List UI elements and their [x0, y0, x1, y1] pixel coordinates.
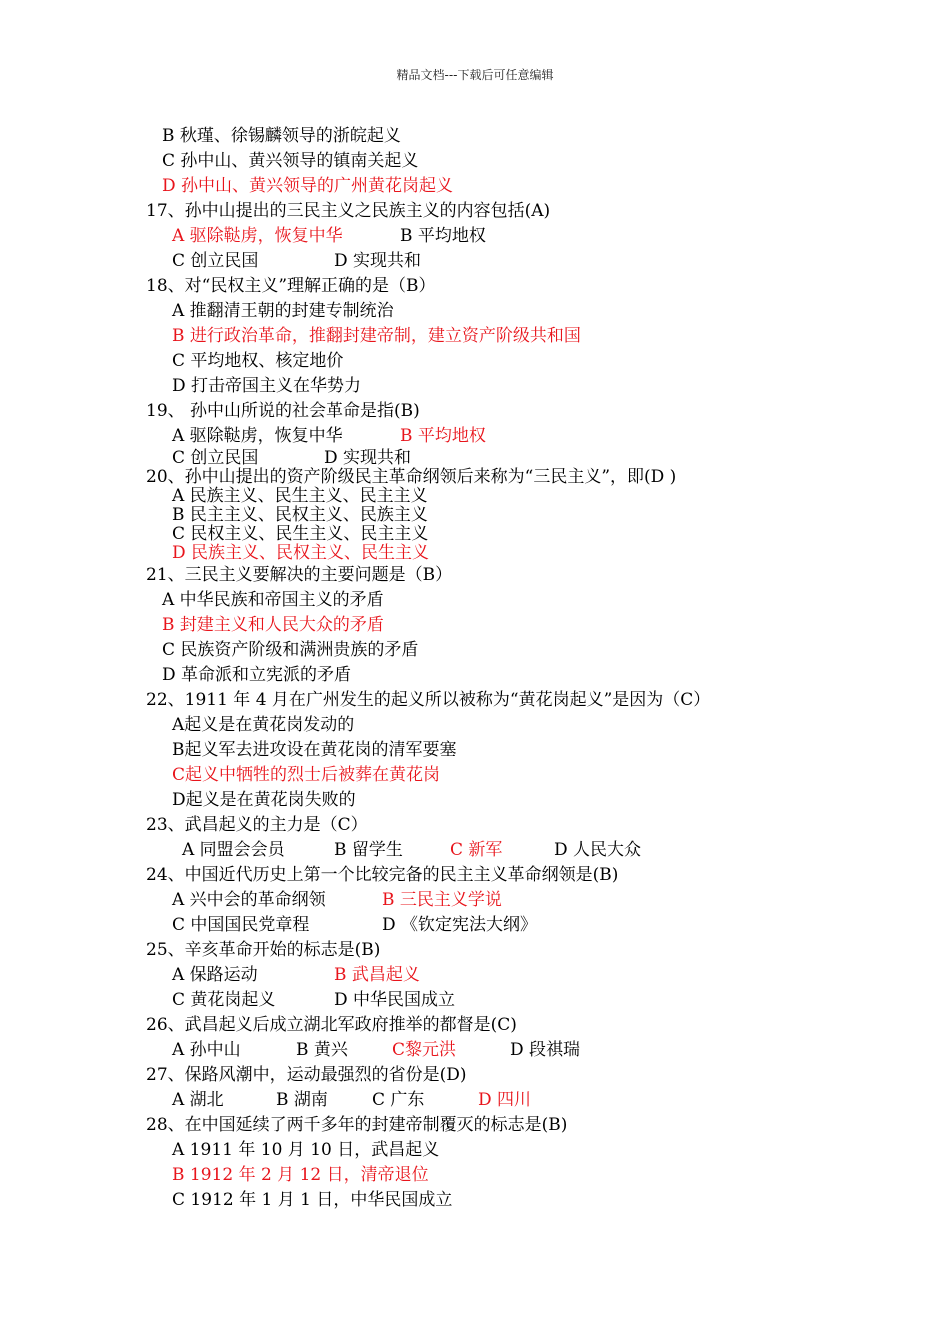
text-segment: B 封建主义和人民大众的矛盾 — [162, 615, 384, 635]
text-segment: 22、1911 年 4 月在广州发生的起义所以被称为“黄花岗起义”是因为（C） — [146, 690, 711, 710]
option-line — [172, 915, 538, 935]
text-segment: D 革命派和立宪派的矛盾 — [162, 665, 352, 685]
text-segment: B 1912 年 2 月 12 日，清帝退位 — [172, 1165, 429, 1185]
question-18 — [146, 276, 436, 296]
answer-line — [162, 615, 384, 635]
question-27 — [146, 1065, 467, 1085]
option-line — [172, 226, 486, 246]
option-line — [182, 840, 642, 860]
answer-line — [172, 765, 440, 785]
option-line — [172, 505, 428, 525]
option-line — [172, 1090, 532, 1110]
option-line — [172, 1190, 452, 1210]
text-segment: D 段祺瑞 — [510, 1040, 581, 1060]
option-line — [162, 640, 418, 660]
option-line — [172, 1140, 439, 1160]
option-line — [172, 376, 361, 396]
text-segment: D 孙中山、黄兴领导的广州黄花岗起义 — [162, 176, 454, 196]
text-segment: 19、 孙中山所说的社会革命是指(B) — [146, 401, 420, 421]
question-23 — [146, 815, 368, 835]
answer-line — [172, 326, 581, 346]
text-segment: D 民族主义、民权主义、民生主义 — [172, 543, 430, 563]
option-line — [172, 990, 456, 1010]
question-24 — [146, 865, 618, 885]
page-header: 精品文档---下载后可任意编辑 — [396, 68, 554, 82]
question-26 — [146, 1015, 517, 1035]
text-segment: A 湖北 — [172, 1090, 224, 1110]
text-segment: 26、武昌起义后成立湖北军政府推举的都督是(C) — [146, 1015, 517, 1035]
text-segment: A 兴中会的革命纲领 — [172, 890, 326, 910]
text-segment: D起义是在黄花岗失败的 — [172, 790, 356, 810]
option-line — [162, 151, 418, 171]
text-segment: 17、孙中山提出的三民主义之民族主义的内容包括(A) — [146, 201, 551, 221]
text-segment: D 人民大众 — [554, 840, 642, 860]
text-segment: B 进行政治革命，推翻封建帝制，建立资产阶级共和国 — [172, 326, 581, 346]
question-20 — [146, 467, 676, 487]
text-segment: 25、辛亥革命开始的标志是(B) — [146, 940, 381, 960]
text-segment: D 《钦定宪法大纲》 — [382, 915, 538, 935]
answer-segment: B 平均地权 — [400, 426, 486, 446]
question-22 — [146, 690, 710, 710]
text-segment: A 同盟会会员 — [182, 840, 285, 860]
answer-segment: C 新军 — [450, 840, 503, 860]
option-line — [172, 426, 486, 446]
text-segment: A 保路运动 — [172, 965, 258, 985]
answer-line — [172, 543, 429, 563]
answer-segment: A 驱除鞑虏，恢复中华 — [172, 226, 343, 246]
text-segment: C 黄花岗起义 — [172, 990, 276, 1010]
text-segment: C 民族资产阶级和满洲贵族的矛盾 — [162, 640, 419, 660]
text-segment: 27、保路风潮中，运动最强烈的省份是(D) — [146, 1065, 467, 1085]
option-line — [172, 448, 412, 468]
option-line — [172, 790, 356, 810]
text-segment: C 平均地权、核定地价 — [172, 351, 344, 371]
option-line — [172, 251, 422, 271]
text-segment: A 中华民族和帝国主义的矛盾 — [162, 590, 384, 610]
text-segment: B 平均地权 — [400, 226, 486, 246]
question-28 — [146, 1115, 567, 1135]
text-segment: 24、中国近代历史上第一个比较完备的民主主义革命纲领是(B) — [146, 865, 619, 885]
text-segment: B 秋瑾、徐锡麟领导的浙皖起义 — [162, 126, 401, 146]
option-line — [162, 126, 401, 146]
text-segment: 18、对“民权主义”理解正确的是（B） — [146, 276, 436, 296]
text-segment: D 中华民国成立 — [334, 990, 456, 1010]
text-segment: A 孙中山 — [172, 1040, 241, 1060]
text-segment: A起义是在黄花岗发动的 — [172, 715, 355, 735]
question-17 — [146, 201, 550, 221]
option-line — [172, 890, 502, 910]
text-segment: A 1911 年 10 月 10 日，武昌起义 — [172, 1140, 440, 1160]
option-line — [172, 740, 457, 760]
option-line — [172, 301, 394, 321]
text-segment: 21、三民主义要解决的主要问题是（B） — [146, 565, 453, 585]
text-segment: D 实现共和 — [334, 251, 422, 271]
option-line — [172, 486, 428, 506]
question-19 — [146, 401, 420, 421]
text-segment: C 创立民国 — [172, 448, 259, 468]
answer-line — [172, 1165, 429, 1185]
text-segment: D 实现共和 — [324, 448, 412, 468]
text-segment: B起义军去进攻设在黄花岗的清军要塞 — [172, 740, 457, 760]
text-segment: D 打击帝国主义在华势力 — [172, 376, 362, 396]
text-segment: C 1912 年 1 月 1 日，中华民国成立 — [172, 1190, 453, 1210]
text-segment: C 孙中山、黄兴领导的镇南关起义 — [162, 151, 419, 171]
text-segment: A 推翻清王朝的封建专制统治 — [172, 301, 394, 321]
text-segment: A 驱除鞑虏，恢复中华 — [172, 426, 343, 446]
answer-line — [162, 176, 453, 196]
option-line — [172, 1040, 581, 1060]
text-segment: A 民族主义、民生主义、民主主义 — [172, 486, 428, 506]
option-line — [172, 524, 428, 544]
option-line — [172, 351, 343, 371]
text-segment: 28、在中国延续了两千多年的封建帝制覆灭的标志是(B) — [146, 1115, 568, 1135]
text-segment: 20、孙中山提出的资产阶级民主革命纲领后来称为“三民主义”，即(D ) — [146, 467, 677, 487]
text-segment: C 中国国民党章程 — [172, 915, 310, 935]
text-segment: B 留学生 — [334, 840, 403, 860]
answer-segment: B 武昌起义 — [334, 965, 420, 985]
text-segment: 23、武昌起义的主力是（C） — [146, 815, 368, 835]
text-segment: B 黄兴 — [296, 1040, 348, 1060]
text-segment: C 民权主义、民生主义、民主主义 — [172, 524, 429, 544]
option-line — [162, 665, 351, 685]
text-segment: C 广东 — [372, 1090, 425, 1110]
text-segment: C起义中牺牲的烈士后被葬在黄花岗 — [172, 765, 441, 785]
option-line — [162, 590, 384, 610]
text-segment: C 创立民国 — [172, 251, 259, 271]
question-21 — [146, 565, 452, 585]
answer-segment: D 四川 — [478, 1090, 532, 1110]
answer-segment: B 三民主义学说 — [382, 890, 502, 910]
text-segment: B 湖南 — [276, 1090, 328, 1110]
option-line — [172, 715, 354, 735]
text-segment: B 民主主义、民权主义、民族主义 — [172, 505, 428, 525]
question-25 — [146, 940, 380, 960]
option-line — [172, 965, 420, 985]
answer-segment: C黎元洪 — [392, 1040, 457, 1060]
